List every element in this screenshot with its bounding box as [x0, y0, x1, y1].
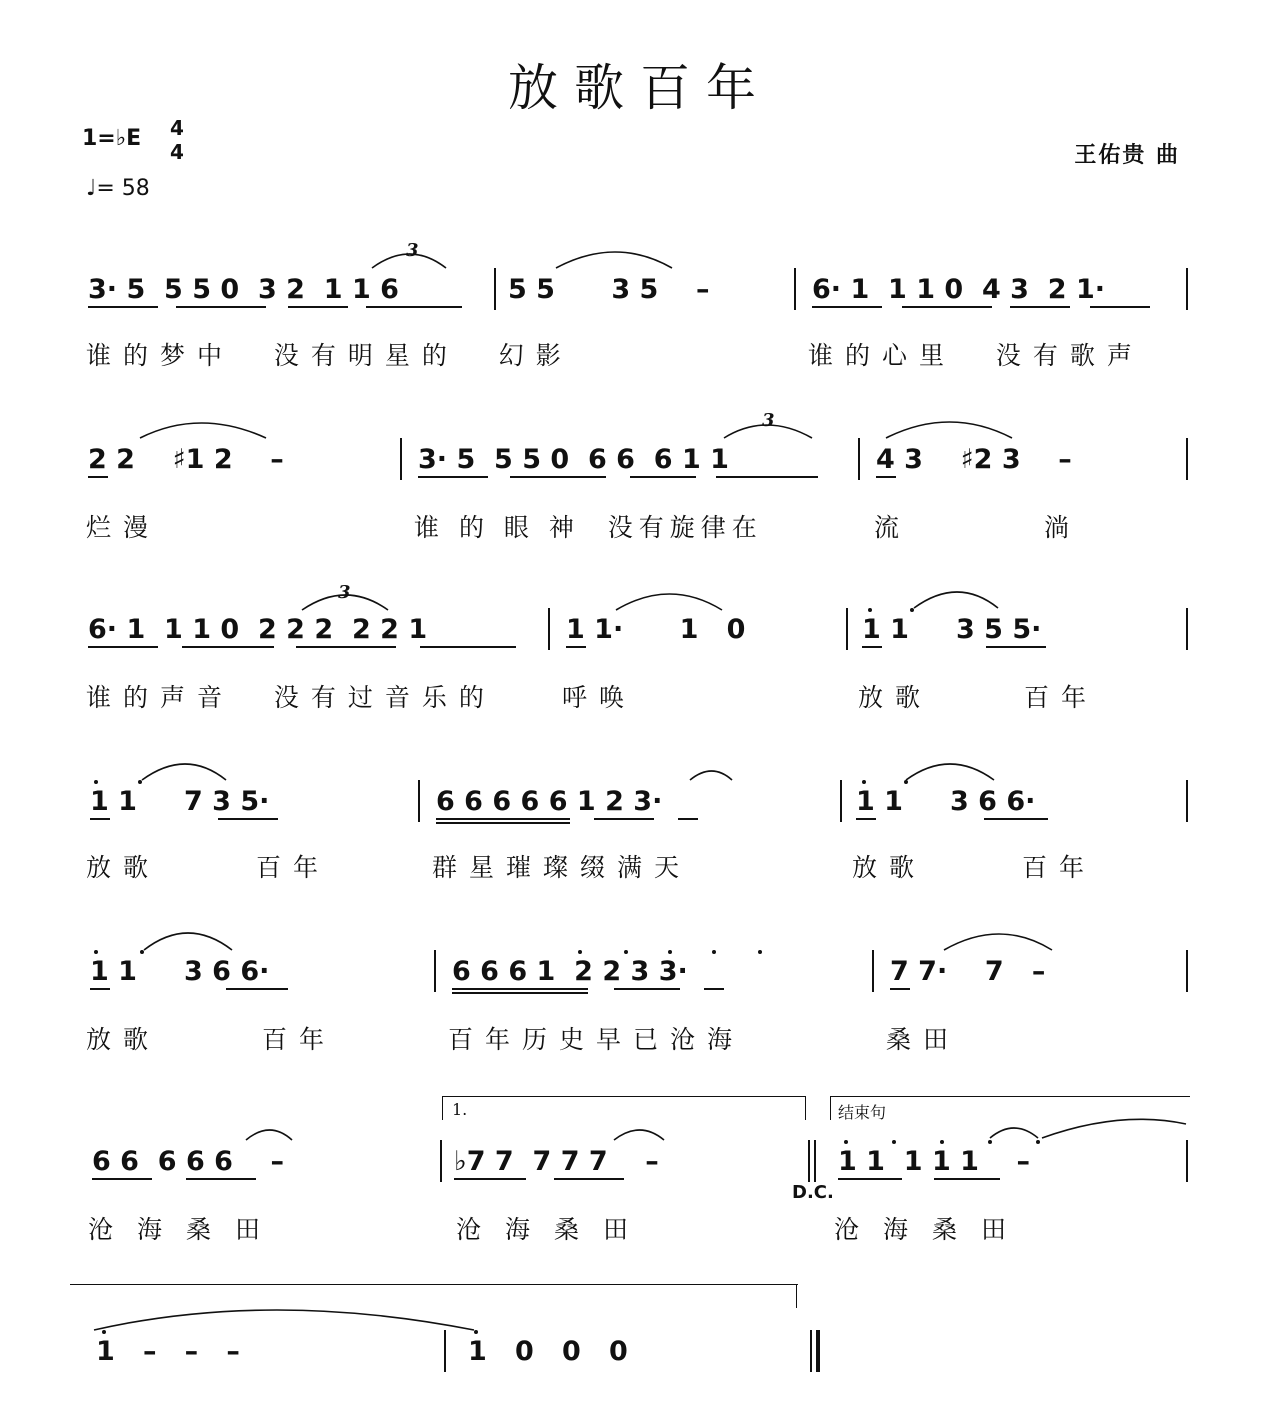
- row3-lyrics-c: 放歌: [858, 683, 933, 712]
- slur: [724, 425, 812, 438]
- row1-lyrics-b: 谁的心里 没有歌声: [808, 341, 1144, 370]
- row6-lyrics-b: 沧海桑田: [456, 1215, 653, 1244]
- time-signature-top: 4: [170, 116, 184, 140]
- row7-bar1-notes: 1 – – –: [96, 1336, 240, 1367]
- slur: [614, 1130, 664, 1140]
- row6-bar3-notes: 1 1 1 1 1 –: [838, 1146, 1031, 1177]
- row4-lyrics-d: 放歌: [852, 853, 927, 882]
- slur: [302, 595, 388, 610]
- slur: [990, 1128, 1038, 1138]
- tempo-marking: ♩= 58: [86, 176, 150, 201]
- time-signature-bottom: 4: [170, 140, 184, 164]
- row2-lyrics-c: 流: [874, 513, 912, 542]
- row7-bar2-notes: 1 0 0 0: [468, 1336, 628, 1367]
- dc-marking: D.C.: [792, 1182, 834, 1203]
- row3-lyrics-b: 呼唤: [562, 683, 637, 712]
- row6-lyrics-a: 沧海桑田: [88, 1215, 285, 1244]
- row1-lyrics-a: 谁的梦中 没有明星的 幻影: [86, 341, 573, 370]
- row4-lyrics-c: 群星璀璨缀满天: [432, 853, 692, 882]
- row3-bar1-notes: 6· 1 1 1 0 2 2 2 2 2 1: [88, 614, 428, 645]
- row6-bar1-notes: 6 6 6 6 6 –: [92, 1146, 285, 1177]
- row4-bar2-notes: 6 6 6 6 6 1 2 3·: [436, 786, 663, 817]
- key-signature: 1=♭E: [82, 126, 142, 151]
- row4-lyrics-a: 放歌: [86, 853, 161, 882]
- row6-lyrics-c: 沧海桑田: [834, 1215, 1031, 1244]
- ending-label: 结束句: [838, 1103, 887, 1122]
- row5-bar1-notes: 1 1 3 6 6·: [90, 956, 270, 987]
- slur: [140, 423, 266, 438]
- row5-bar3-notes: 7 7· 7 –: [890, 956, 1046, 987]
- row5-lyrics-a: 放歌: [86, 1025, 161, 1054]
- row4-bar3-notes: 1 1 3 6 6·: [856, 786, 1036, 817]
- composer-credit: 王佑贵 曲: [1074, 142, 1180, 168]
- slur: [886, 422, 1012, 438]
- slur: [556, 252, 672, 268]
- slur: [690, 771, 732, 780]
- slur: [94, 1310, 474, 1330]
- row1-bar2-notes: 5 5 3 5 –: [508, 274, 710, 305]
- row4-bar1-notes: 1 1 7 3 5·: [90, 786, 270, 817]
- row5-lyrics-b: 百年: [262, 1025, 337, 1054]
- slur: [1042, 1119, 1186, 1138]
- triplet-mark: 3: [762, 410, 775, 431]
- triplet-mark: 3: [338, 582, 351, 603]
- row2-lyrics-a: 烂漫: [86, 513, 161, 542]
- row2-bar1-notes: 2 2 ♯1 2 –: [88, 444, 284, 475]
- slur: [914, 592, 998, 608]
- row5-bar2-notes: 6 6 6 1 2 2 3 3·: [452, 956, 688, 987]
- row5-lyrics-d: 桑田: [886, 1025, 961, 1054]
- slur: [616, 594, 722, 610]
- row3-lyrics-d: 百年: [1024, 683, 1099, 712]
- row4-lyrics-b: 百年: [256, 853, 331, 882]
- slur: [906, 764, 994, 780]
- row6-bar2-notes: ♭7 7 7 7 7 –: [454, 1146, 659, 1177]
- row3-lyrics-a: 谁的声音 没有过音乐的: [86, 683, 496, 712]
- row1-bar1-notes: 3· 5 5 5 0 3 2 1 1 6: [88, 274, 399, 305]
- row4-lyrics-e: 百年: [1022, 853, 1097, 882]
- row2-bar2-notes: 3· 5 5 5 0 6 6 6 1 1: [418, 444, 729, 475]
- row5-lyrics-c: 百年历史早已沧海: [448, 1025, 745, 1054]
- slur: [944, 934, 1052, 950]
- row2-bar3-notes: 4 3 ♯2 3 –: [876, 444, 1072, 475]
- volta-first-ending: 1.: [452, 1100, 468, 1119]
- row3-bar3-notes: 1 1 3 5 5·: [862, 614, 1042, 645]
- row2-lyrics-d: 淌: [1044, 513, 1082, 542]
- slur: [246, 1130, 292, 1140]
- row2-lyrics-b: 谁 的 眼 神 没有旋律在: [414, 513, 763, 542]
- slur: [142, 764, 226, 780]
- slur: [372, 254, 446, 268]
- slur: [144, 933, 232, 950]
- row1-bar3-notes: 6· 1 1 1 0 4 3 2 1·: [812, 274, 1105, 305]
- score-title: 放歌百年: [508, 59, 772, 117]
- triplet-mark: 3: [406, 240, 419, 261]
- row3-bar2-notes: 1 1· 1 0: [566, 614, 746, 645]
